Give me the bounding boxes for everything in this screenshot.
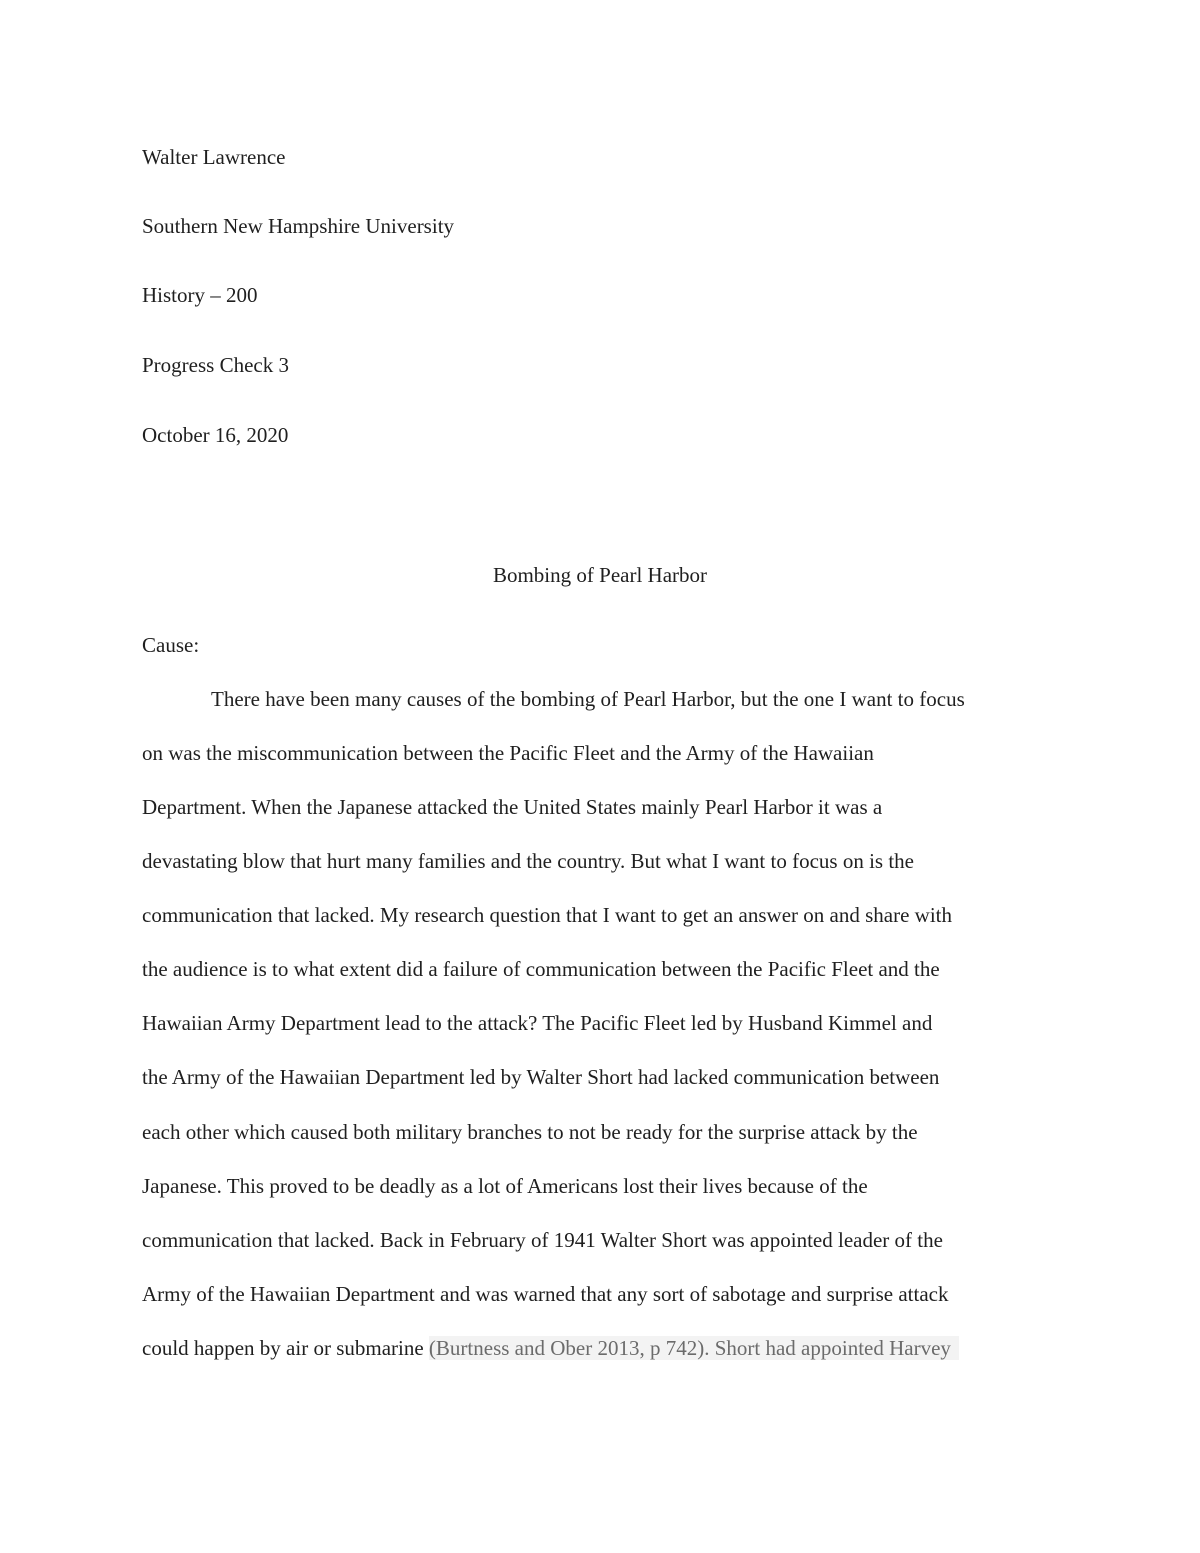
document-date: October 16, 2020 [142, 423, 289, 447]
institution-name: Southern New Hampshire University [142, 214, 455, 238]
body-line: communication that lacked. My research question that I want to get an answer on and share with [142, 903, 952, 927]
body-line-with-citation [142, 1336, 959, 1360]
document-title: Bombing of Pearl Harbor [492, 563, 708, 587]
body-line: on was the miscommunication between the Pacific Fleet and the Army of the Hawaiian [142, 741, 874, 765]
body-line-text: could happen by air or submarine [142, 1336, 429, 1360]
body-line: each other which caused both military branches to not be ready for the surprise attack by the [142, 1120, 918, 1144]
course-name: History – 200 [142, 283, 258, 307]
body-line: There have been many causes of the bombing of Pearl Harbor, but the one I want to focus [211, 687, 965, 711]
body-line: Department. When the Japanese attacked the United States mainly Pearl Harbor it was a [142, 795, 883, 819]
citation: (Burtness and Ober 2013, p 742). Short had appointed Harvey [429, 1336, 959, 1360]
body-line: Army of the Hawaiian Department and was warned that any sort of sabotage and surprise attack [142, 1282, 949, 1306]
body-line: communication that lacked. Back in February of 1941 Walter Short was appointed leader of the [142, 1228, 943, 1252]
body-line: the Army of the Hawaiian Department led by Walter Short had lacked communication between [142, 1065, 940, 1089]
assignment-name: Progress Check 3 [142, 353, 289, 377]
body-line: devastating blow that hurt many families and the country. But what I want to focus on is the [142, 849, 914, 873]
body-line: the audience is to what extent did a failure of communication between the Pacific Fleet and the [142, 957, 940, 981]
body-line: Hawaiian Army Department lead to the attack? The Pacific Fleet led by Husband Kimmel and [142, 1011, 933, 1035]
author-name: Walter Lawrence [142, 145, 286, 169]
section-label-cause: Cause: [142, 633, 200, 657]
body-line: Japanese. This proved to be deadly as a lot of Americans lost their lives because of the [142, 1174, 868, 1198]
